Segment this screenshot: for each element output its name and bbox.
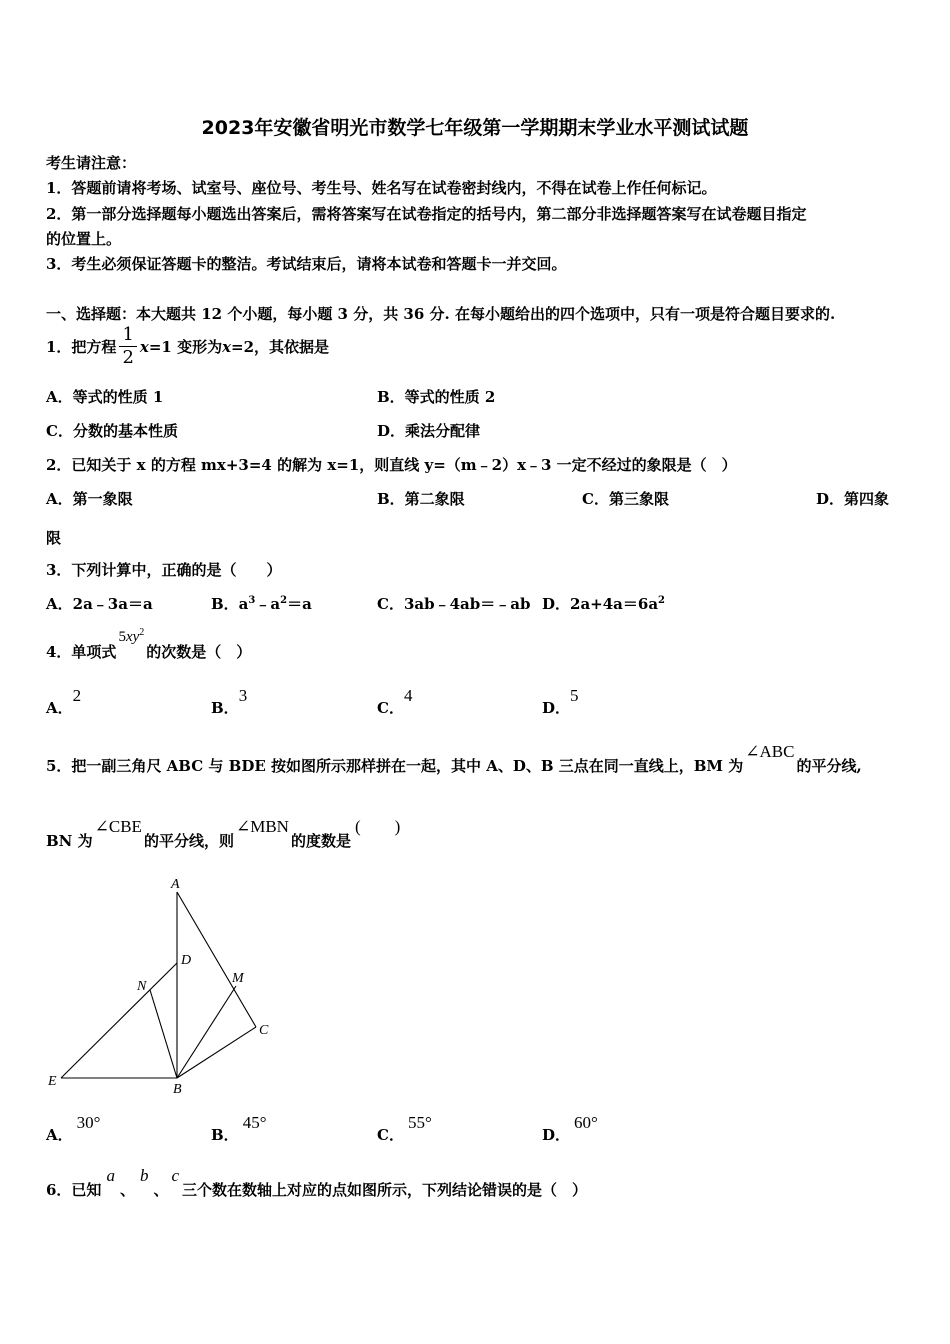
q4-expression <box>118 627 144 646</box>
q5-line2-mid: 的平分线，则 <box>143 832 234 850</box>
notice-item: 的位置上。 <box>46 230 122 248</box>
q3-optb-mid: ﹣a <box>255 595 281 613</box>
q5-answer-paren: ( ) <box>354 817 401 836</box>
figure-label-e: E <box>48 1074 57 1089</box>
q2-option-d[interactable]: D．第四象 <box>816 490 890 508</box>
q4-value-a: 2 <box>72 686 82 705</box>
q5-value-a: 30° <box>76 1113 101 1132</box>
q1-option-d[interactable]: D．乘法分配律 <box>377 422 481 440</box>
q4-option-d[interactable] <box>542 685 579 717</box>
q3-option-c[interactable]: C．3ab﹣4ab＝﹣ab <box>377 595 531 613</box>
q2-option-d-wrap: 限 <box>46 529 62 547</box>
q3-option-b[interactable] <box>211 593 312 614</box>
q1-post: =2，其依据是 <box>231 338 330 356</box>
q5-angle-abc: ∠ABC <box>745 742 795 761</box>
q6-var-a: a <box>106 1166 115 1185</box>
q3-option-a[interactable]: A．2a﹣3a＝a <box>46 595 153 613</box>
figure-label-d: D <box>181 953 192 968</box>
q3-option-d[interactable] <box>542 593 665 614</box>
q5-triangle-figure <box>40 872 280 1097</box>
question-5-line1 <box>46 742 862 776</box>
q4-value-d: 5 <box>570 686 579 705</box>
question-5-line2 <box>46 817 400 851</box>
segment-bn <box>150 990 177 1078</box>
question-3-stem: 3．下列计算中，正确的是（ ） <box>46 561 282 579</box>
figure-label-c: C <box>259 1023 269 1038</box>
notice-item: 1．答题前请将考场、试室号、座位号、考生号、姓名写在试卷密封线内，不得在试卷上作任何标记。 <box>46 179 717 197</box>
figure-label-n: N <box>137 979 147 994</box>
q5-value-d: 60° <box>574 1113 598 1132</box>
figure-label-m: M <box>232 971 244 986</box>
q6-var-c: c <box>171 1166 180 1185</box>
q5-label-c: C． <box>377 1126 404 1144</box>
q3-optb-sup1: 3 <box>248 595 256 606</box>
q5-label-d: D． <box>542 1126 571 1144</box>
q1-mid: =1 变形为 <box>148 338 223 356</box>
q4-label-c: C． <box>377 699 404 717</box>
q1-option-b[interactable]: B．等式的性质 2 <box>377 388 496 406</box>
q4-value-c: 4 <box>403 686 413 705</box>
q4-expr-exp: 2 <box>139 627 145 638</box>
q6-sep: 、 <box>119 1181 135 1199</box>
q3-optb-post: ＝a <box>287 595 312 613</box>
segment-bm <box>177 986 236 1078</box>
q4-label-d: D． <box>542 699 571 717</box>
segment-bc <box>177 1027 256 1078</box>
q2-option-c[interactable]: C．第三象限 <box>582 490 669 508</box>
q4-expr-vars: xy <box>125 629 140 645</box>
q1-frac-num: 1 <box>119 326 136 347</box>
q3-optd-pre: D．2a+4a＝6a <box>542 595 659 613</box>
question-6-stem <box>46 1168 587 1200</box>
question-2-stem: 2．已知关于 x 的方程 mx+3=4 的解为 x=1，则直线 y=（m﹣2）x﹣3 一定不经过的象限是（ ） <box>46 456 737 474</box>
q3-optb-sup2: 2 <box>280 595 288 606</box>
q2-option-a[interactable]: A．第一象限 <box>46 490 133 508</box>
question-4-stem <box>46 627 252 662</box>
q5-line2-pre: BN 为 <box>46 832 93 850</box>
q1-var: x <box>139 337 149 356</box>
q5-option-d[interactable] <box>542 1112 598 1144</box>
q1-pre: 1．把方程 <box>46 338 117 356</box>
section-heading: 一、选择题：本大题共 12 个小题，每小题 3 分，共 36 分. 在每小题给出的四个选项中，只有一项是符合题目要求的. <box>46 305 836 323</box>
q1-frac-den: 2 <box>122 347 134 368</box>
q1-fraction <box>119 326 136 367</box>
q6-pre: 6．已知 <box>46 1181 102 1199</box>
q4-option-c[interactable] <box>377 685 413 717</box>
notice-heading: 考生请注意： <box>46 154 137 172</box>
q5-line1-post: 的平分线, <box>796 757 862 775</box>
q4-option-a[interactable] <box>46 685 82 717</box>
page-title: 2023年安徽省明光市数学七年级第一学期期末学业水平测试试题 <box>201 117 749 139</box>
q5-option-a[interactable] <box>46 1112 101 1144</box>
q1-option-c[interactable]: C．分数的基本性质 <box>46 422 178 440</box>
q4-label-a: A． <box>46 699 73 717</box>
figure-label-a: A <box>171 877 180 892</box>
q5-label-b: B． <box>211 1126 239 1144</box>
q1-option-a[interactable]: A．等式的性质 1 <box>46 388 164 406</box>
q1-var: x <box>222 337 232 356</box>
q5-option-b[interactable] <box>211 1112 267 1144</box>
q4-option-b[interactable] <box>211 685 248 717</box>
question-1-stem <box>46 326 329 367</box>
q5-value-c: 55° <box>407 1113 432 1132</box>
q6-var-b: b <box>139 1166 149 1185</box>
q2-option-b[interactable]: B．第二象限 <box>377 490 465 508</box>
q5-value-b: 45° <box>242 1113 267 1132</box>
q5-option-c[interactable] <box>377 1112 432 1144</box>
q4-expr-coef: 5 <box>118 629 126 645</box>
q6-sep: 、 <box>153 1181 169 1199</box>
notice-item: 2．第一部分选择题每小题选出答案后，需将答案写在试卷指定的括号内，第二部分非选择题答案写在试卷题目指定 <box>46 205 807 223</box>
q4-post: 的次数是（ ） <box>146 643 252 661</box>
q5-angle-mbn: ∠MBN <box>235 817 289 836</box>
notice-item: 3．考生必须保证答题卡的整洁。考试结束后，请将本试卷和答题卡一并交回。 <box>46 255 567 273</box>
q5-line2-post: 的度数是 <box>290 832 351 850</box>
q5-line1-pre: 5．把一副三角尺 ABC 与 BDE 按如图所示那样拼在一起，其中 A、D、B 三点在同一直线上，BM 为 <box>46 757 744 775</box>
q4-pre: 4．单项式 <box>46 643 117 661</box>
q5-angle-cbe: ∠CBE <box>94 817 142 836</box>
q5-label-a: A． <box>46 1126 73 1144</box>
q4-label-b: B． <box>211 699 239 717</box>
q6-post: 三个数在数轴上对应的点如图所示，下列结论错误的是（ ） <box>182 1181 588 1199</box>
q4-value-b: 3 <box>238 686 248 705</box>
q3-optd-sup: 2 <box>658 595 666 606</box>
figure-label-b: B <box>173 1082 182 1097</box>
q3-optb-pre: B．a <box>211 595 249 613</box>
